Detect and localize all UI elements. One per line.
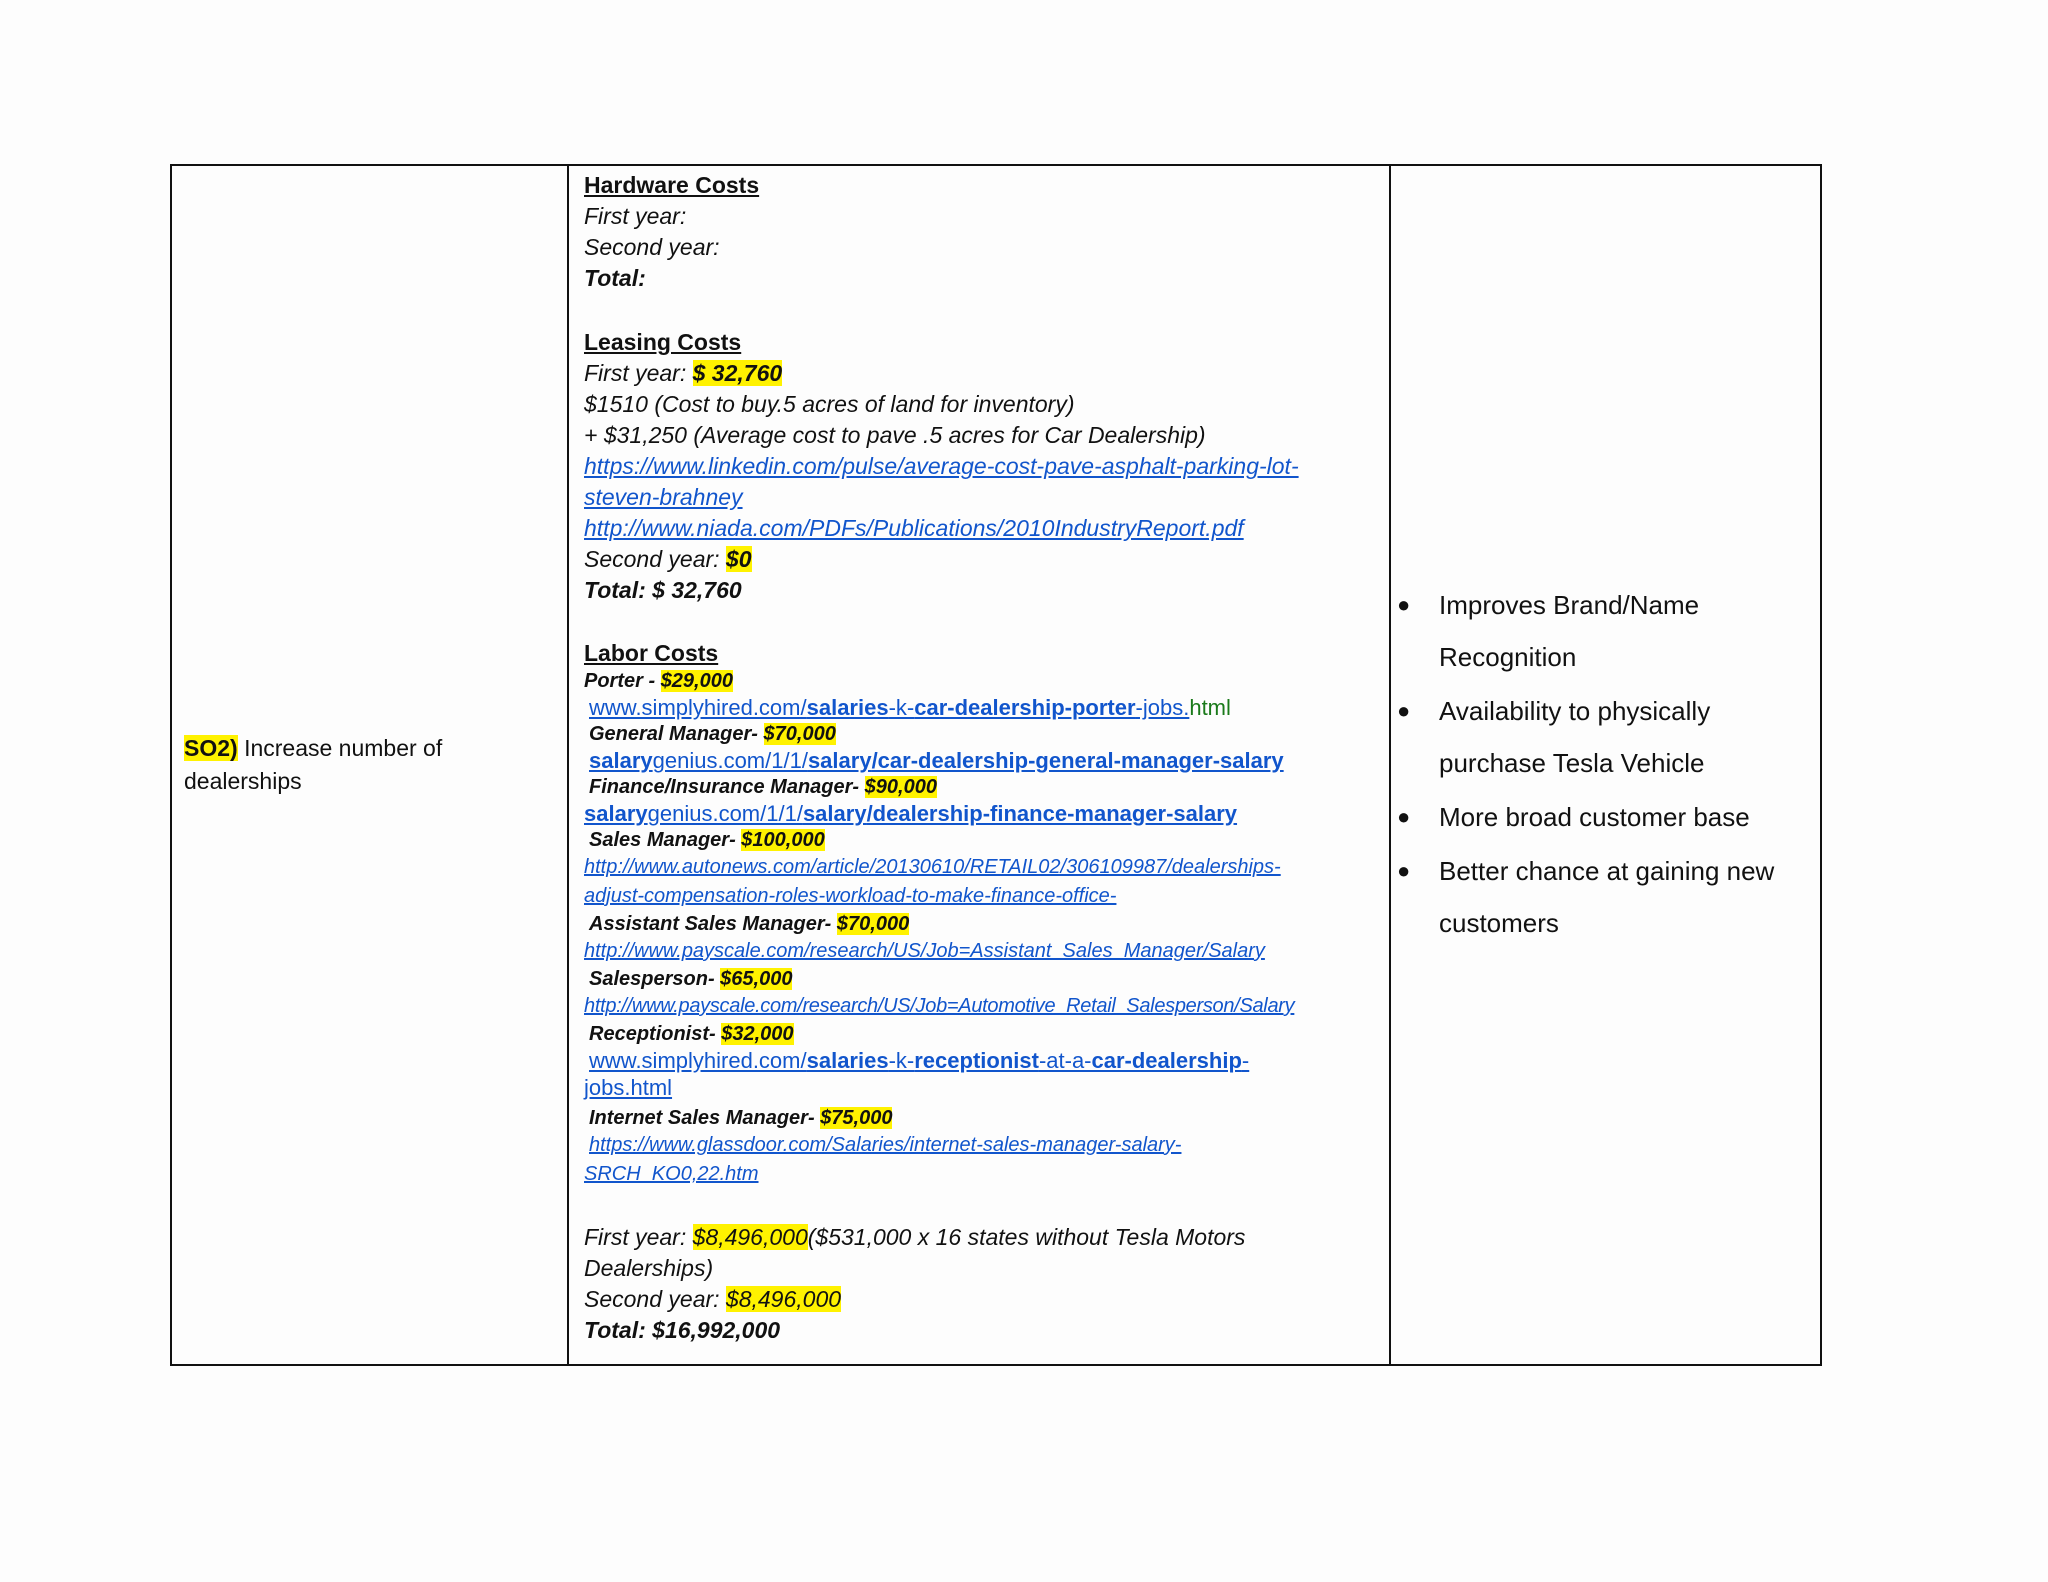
glassdoor-link[interactable]: https://www.glassdoor.com/Salaries/internet-sales-manager-salary- SRCH_KO0,22.htm <box>584 1134 1182 1185</box>
leasing-second-year: Second year: $0 <box>584 546 752 572</box>
leasing-heading: Leasing Costs <box>584 329 742 355</box>
salesperson-value: $65,000 <box>720 968 793 990</box>
objective-cell <box>171 165 568 1365</box>
porter-line: Porter - $29,000 <box>584 670 733 692</box>
salesperson-line: Salesperson- $65,000 <box>589 968 793 990</box>
receptionist-link[interactable]: www.simplyhired.com/salaries-k-receptionist-at-a-car-dealership- jobs.html <box>584 1048 1250 1100</box>
list-item: ● Availability to physically purchase Tesla Vehicle <box>1439 685 1800 789</box>
costs-cell <box>568 165 1390 1365</box>
hardware-second-year: Second year: <box>584 234 720 260</box>
gm-line: General Manager- $70,000 <box>589 723 836 745</box>
finance-value: $90,000 <box>864 776 937 798</box>
assistant-sales-manager-line: Assistant Sales Manager- $70,000 <box>589 913 910 935</box>
receptionist-line: Receptionist- $32,000 <box>589 1023 794 1045</box>
bullet-icon: ● <box>1397 804 1411 829</box>
internet-sales-manager-line: Internet Sales Manager- $75,000 <box>589 1107 893 1129</box>
list-item: ● Better chance at gaining new customers <box>1439 845 1800 949</box>
leasing-line1: $1510 (Cost to buy.5 acres of land for inventory) <box>584 391 1075 417</box>
cost-table <box>170 164 1822 1366</box>
benefits-list <box>1397 579 1800 949</box>
sales-manager-value: $100,000 <box>741 829 825 851</box>
leasing-line2: + $31,250 (Average cost to pave .5 acres for Car Dealership) <box>584 422 1206 448</box>
niada-link[interactable]: http://www.niada.com/PDFs/Publications/2010IndustryReport.pdf <box>584 515 1244 541</box>
gm-value: $70,000 <box>763 723 836 745</box>
finance-line: Finance/Insurance Manager- $90,000 <box>589 776 937 798</box>
labor-second-year: Second year: $8,496,000 <box>584 1286 842 1312</box>
labor-first-year-value: $8,496,000 <box>692 1224 808 1250</box>
labor-total: Total: $16,992,000 <box>584 1317 781 1343</box>
objective-text: Increase number of dealerships <box>184 735 443 794</box>
objective-code: SO2) <box>184 735 238 761</box>
labor-first-year: First year: $8,496,000($531,000 x 16 states without Tesla Motors <box>584 1224 1246 1250</box>
bullet-icon: ● <box>1397 858 1411 883</box>
assistant-sales-manager-value: $70,000 <box>836 913 910 935</box>
labor-first-year-note: Dealerships) <box>584 1255 714 1281</box>
porter-value: $29,000 <box>660 670 733 692</box>
finance-link[interactable]: salarygenius.com/1/1/salary/dealership-finance-manager-salary <box>584 801 1238 826</box>
hardware-heading: Hardware Costs <box>584 172 760 198</box>
labor-second-year-value: $8,496,000 <box>725 1286 842 1312</box>
leasing-first-year: First year: $ 32,760 <box>584 360 783 386</box>
leasing-total: Total: $ 32,760 <box>584 577 742 603</box>
table-row <box>171 165 1821 1365</box>
payscale-salesperson-link[interactable]: http://www.payscale.com/research/US/Job=Automotive_Retail_Salesperson/Salary <box>584 995 1295 1017</box>
porter-link[interactable]: www.simplyhired.com/salaries-k-car-dealership-porter-jobs.html <box>589 695 1231 720</box>
payscale-asm-link[interactable]: http://www.payscale.com/research/US/Job=Assistant_Sales_Manager/Salary <box>584 940 1265 962</box>
linkedin-link[interactable]: https://www.linkedin.com/pulse/average-cost-pave-asphalt-parking-lot- steven-brahney <box>584 453 1299 510</box>
gm-link[interactable]: salarygenius.com/1/1/salary/car-dealership-general-manager-salary <box>589 748 1284 773</box>
receptionist-value: $32,000 <box>721 1023 794 1045</box>
hardware-first-year: First year: <box>584 203 687 229</box>
list-item: ● Improves Brand/Name Recognition <box>1439 579 1800 683</box>
bullet-icon: ● <box>1397 592 1411 617</box>
sales-manager-line: Sales Manager- $100,000 <box>589 829 825 851</box>
leasing-first-year-value: $ 32,760 <box>692 360 783 386</box>
bullet-icon: ● <box>1397 698 1411 723</box>
labor-heading: Labor Costs <box>584 640 719 666</box>
autonews-link[interactable]: http://www.autonews.com/article/20130610/RETAIL02/306109987/dealerships- adjust-compensation-roles-workload-to-make-finance-office- <box>584 856 1281 907</box>
leasing-second-year-value: $0 <box>725 546 752 572</box>
benefits-cell <box>1390 165 1821 1365</box>
hardware-total: Total: <box>584 265 646 291</box>
list-item: ● More broad customer base <box>1439 791 1800 843</box>
internet-sales-manager-value: $75,000 <box>820 1107 893 1129</box>
